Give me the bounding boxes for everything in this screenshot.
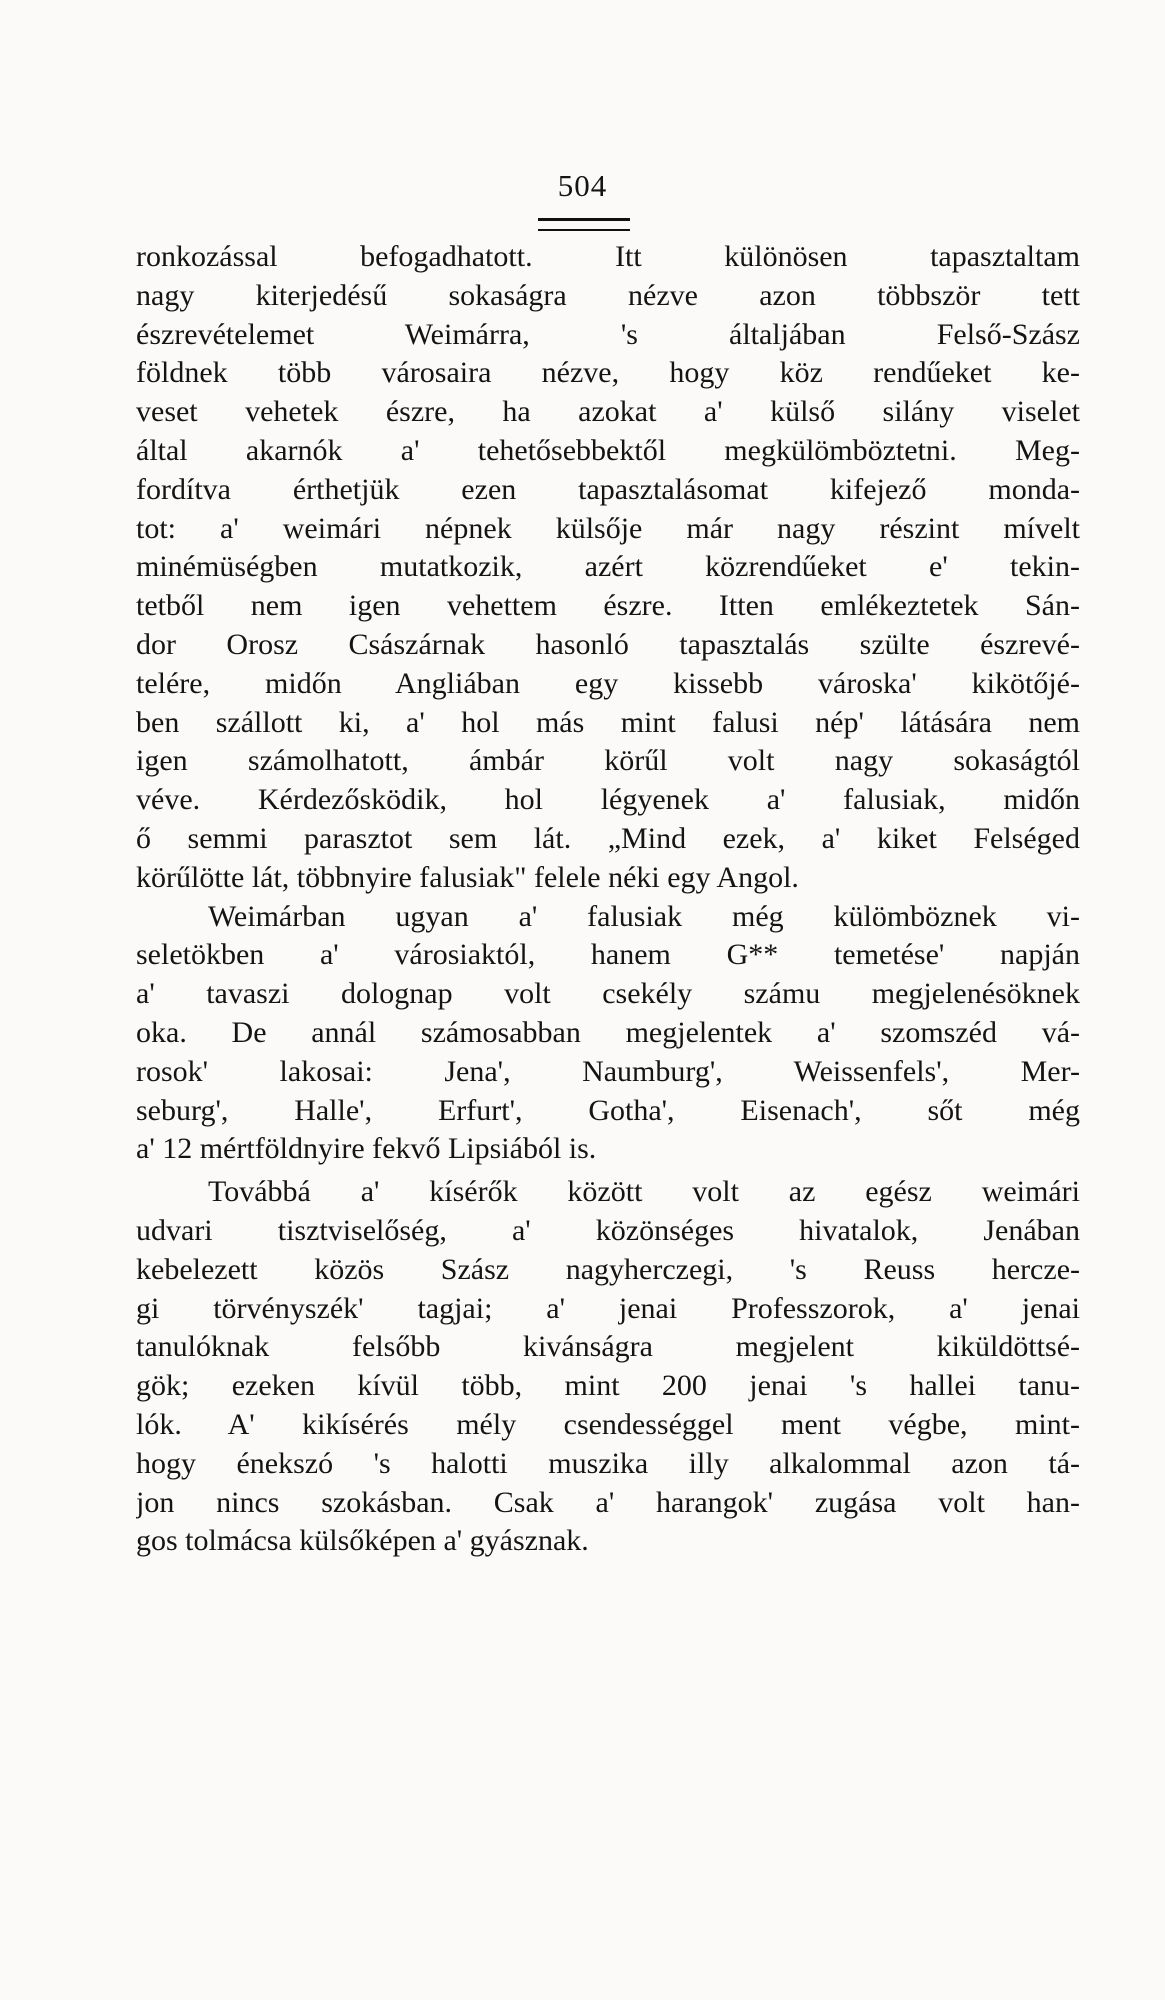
text-line: tetből nem igen vehettem észre. Itten emlékeztetek Sán-	[136, 589, 1080, 623]
text-line: seletökben a' városiaktól, hanem G** temetése' napján	[136, 938, 1080, 972]
text-line: minémüségben mutatkozik, azért közrendűeket e' tekin-	[136, 550, 1080, 584]
text-line: véve. Kérdezősködik, hol légyenek a' falusiak, midőn	[136, 783, 1080, 817]
text-line: által akarnók a' tehetősebbektől megkülömböztetni. Meg-	[136, 433, 1080, 467]
text-line: Továbbá a' kísérők között volt az egész weimári	[208, 1175, 1080, 1209]
text-line: gök; ezeken kívül több, mint 200 jenai 's hallei tanu-	[136, 1369, 1080, 1403]
text-line: kebelezett közös Szász nagyherczegi, 's Reuss hercze-	[136, 1252, 1080, 1286]
text-line: ben szállott ki, a' hol más mint falusi nép' látására nem	[136, 705, 1080, 739]
text-line: ronkozással befogadhatott. Itt különösen tapasztaltam	[136, 240, 1080, 273]
page-number: 504	[557, 168, 608, 203]
text-line: földnek több városaira nézve, hogy köz rendűeket ke-	[136, 356, 1080, 390]
text-line: fordítva érthetjük ezen tapasztalásomat kifejező monda-	[136, 472, 1080, 506]
text-line: telére, midőn Angliában egy kissebb városka' kikötőjé-	[136, 666, 1080, 700]
text-line: veset vehetek észre, ha azokat a' külső silány viselet	[136, 395, 1080, 429]
text-line: észrevételemet Weimárra, 's általjában Felső-Szász	[136, 317, 1080, 351]
text-line: jon nincs szokásban. Csak a' harangok' zugása volt han-	[136, 1485, 1080, 1519]
header-rule	[538, 218, 630, 231]
text-line: a' tavaszi dolognap volt csekély számu megjelenésöknek	[136, 977, 1080, 1011]
text-line: udvari tisztviselőség, a' közönséges hivatalok, Jenában	[136, 1213, 1080, 1247]
body-text	[136, 238, 1080, 1561]
text-line: tot: a' weimári népnek külsője már nagy részint mívelt	[136, 511, 1080, 545]
text-line: ő semmi parasztot sem lát. „Mind ezek, a' kiket Felséged	[136, 821, 1080, 855]
text-line: rosok' lakosai: Jena', Naumburg', Weissenfels', Mer-	[136, 1054, 1080, 1088]
text-line: nagy kiterjedésű sokaságra nézve azon többször tett	[136, 278, 1080, 312]
text-line: gos tolmácsa külsőképen a' gyásznak.	[136, 1524, 589, 1558]
text-line: igen számolhatott, ámbár körűl volt nagy sokaságtól	[136, 744, 1080, 778]
text-line: a' 12 mértföldnyire fekvő Lipsiából is.	[136, 1132, 597, 1166]
text-line: seburg', Halle', Erfurt', Gotha', Eisenach', sőt még	[136, 1093, 1080, 1127]
text-line: körűlötte lát, többnyire falusiak" felele néki egy Angol.	[136, 860, 799, 894]
text-line: hogy énekszó 's halotti muszika illy alkalommal azon tá-	[136, 1446, 1080, 1480]
text-line: gi törvényszék' tagjai; a' jenai Professzorok, a' jenai	[136, 1291, 1080, 1325]
text-line: Weimárban ugyan a' falusiak még külömböznek vi-	[208, 899, 1080, 933]
text-line: dor Orosz Császárnak hasonló tapasztalás szülte észrevé-	[136, 627, 1080, 661]
text-line: oka. De annál számosabban megjelentek a' szomszéd vá-	[136, 1015, 1080, 1049]
text-line: tanulóknak felsőbb kivánságra megjelent kiküldöttsé-	[136, 1330, 1080, 1364]
text-line: lók. A' kikísérés mély csendességgel ment végbe, mint-	[136, 1407, 1080, 1441]
